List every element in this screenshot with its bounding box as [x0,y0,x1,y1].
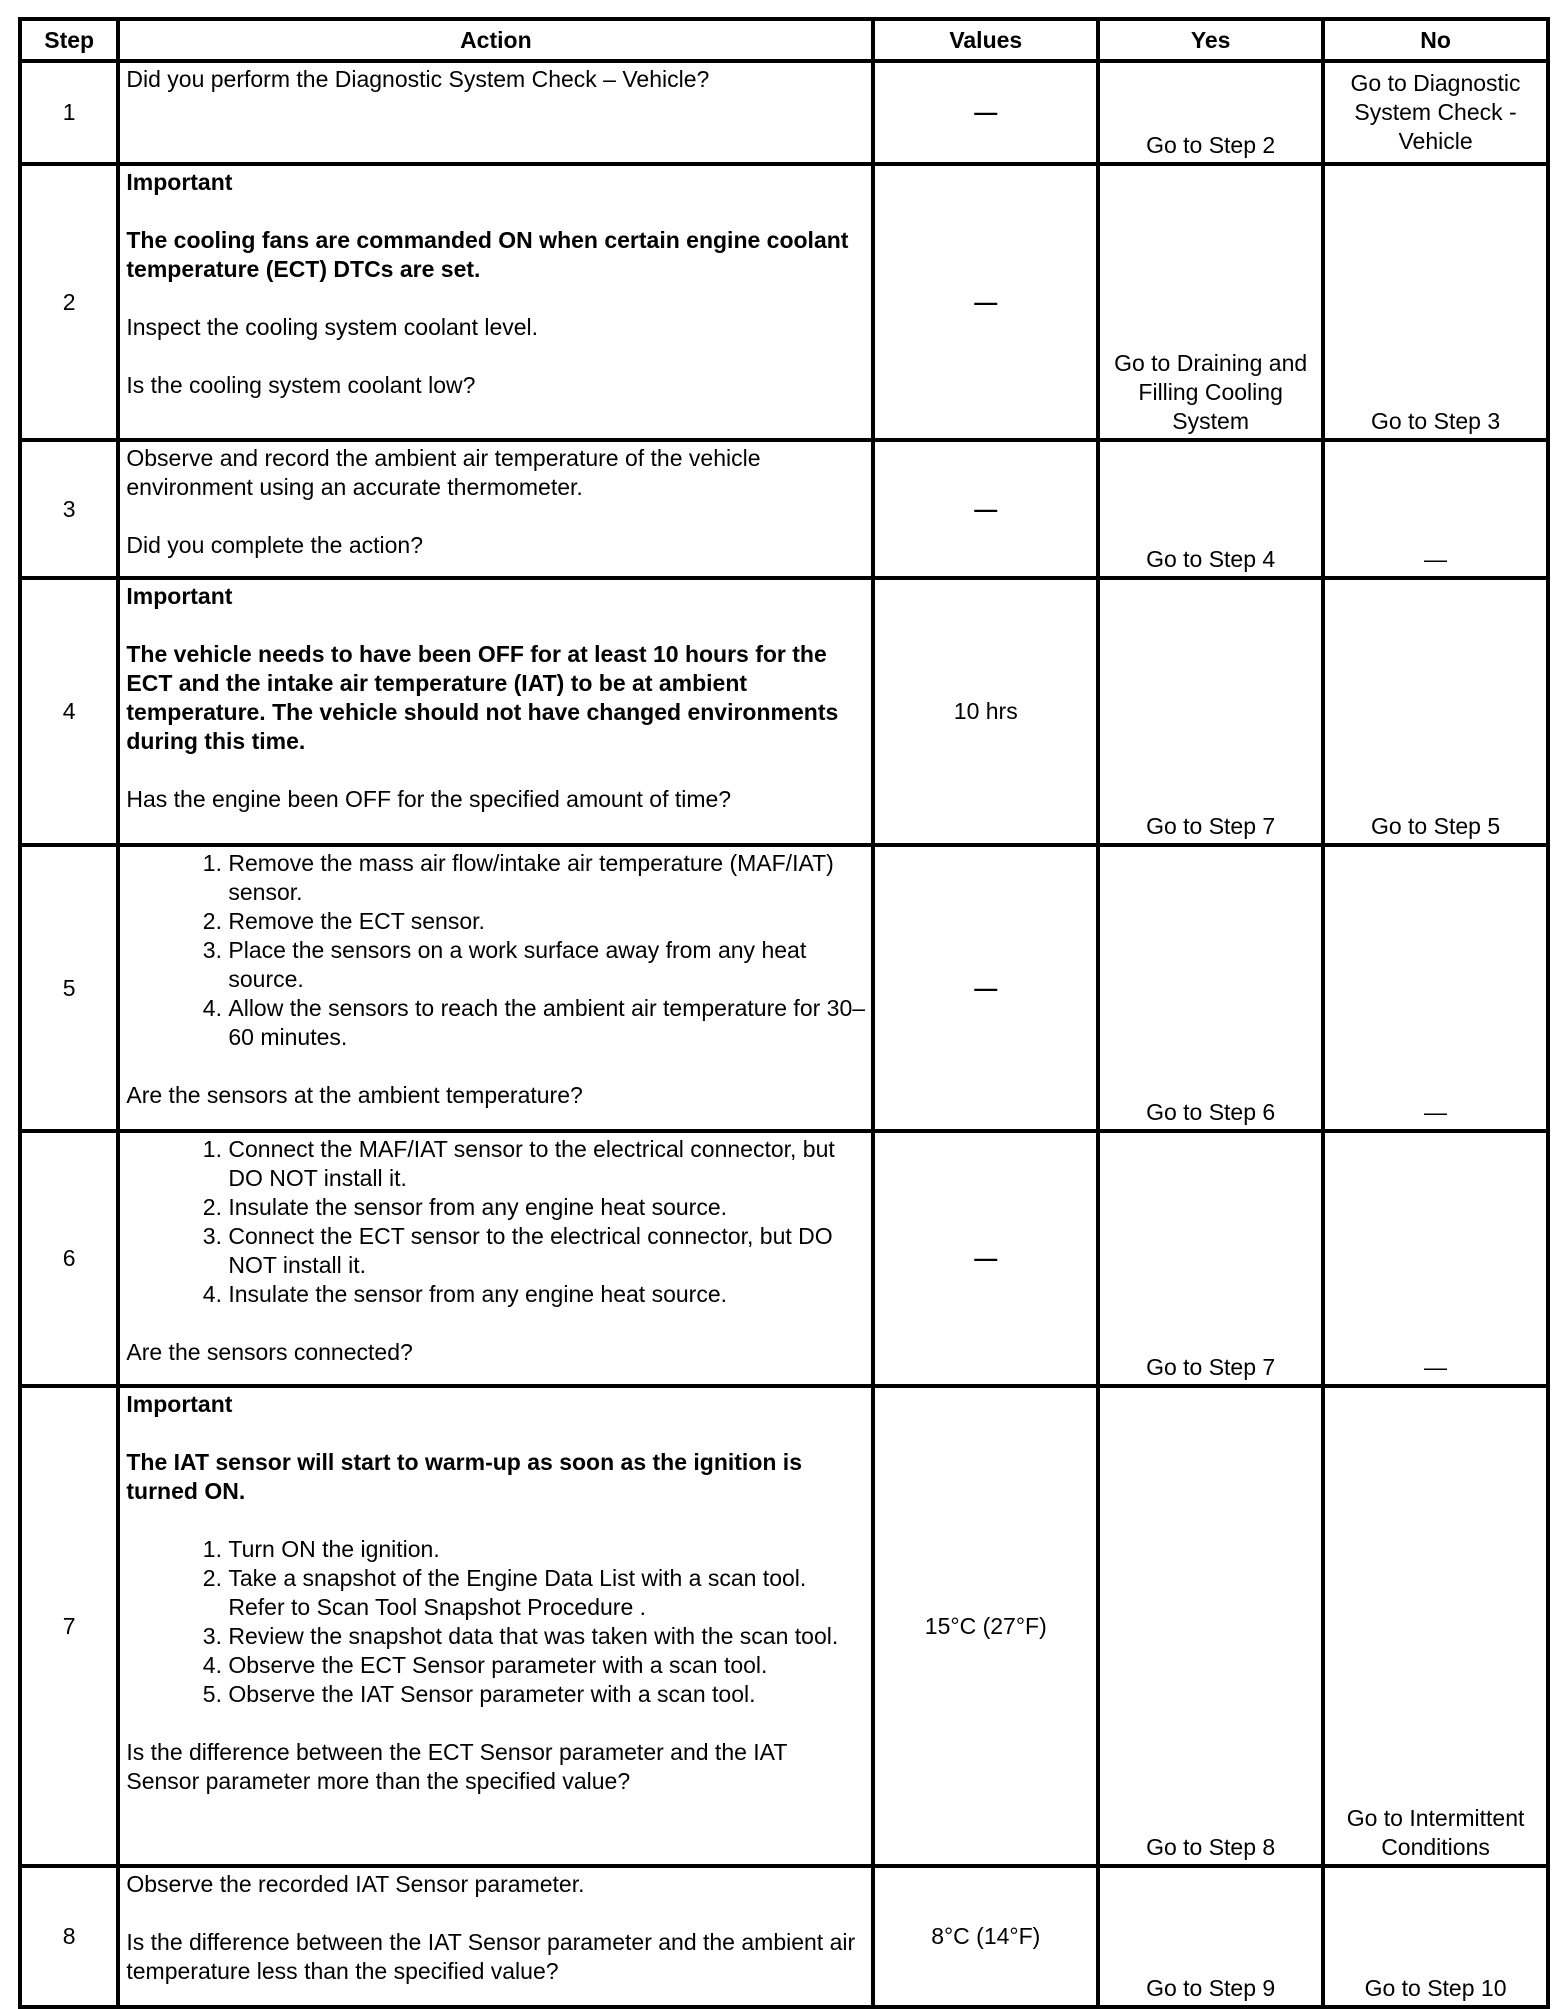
table-row [20,578,1548,845]
step-number: 7 [62,1612,76,1639]
action-step-item: 1. Turn ON the ignition. [228,1535,865,1564]
action-question: Are the sensors at the ambient temperature? [126,1082,583,1108]
table-body [20,61,1548,2007]
no-result: — [1424,1354,1448,1380]
step-number-cell [20,1866,118,2007]
important-note: The vehicle needs to have been OFF for at least 10 hours for the ECT and the intake air temperature (IAT) to be at ambient temperature. The vehicle should not have changed environments during this time. [126,641,839,754]
action-step-item: 2. Insulate the sensor from any engine heat source. [228,1193,865,1222]
action-question: Has the engine been OFF for the specified amount of time? [126,786,732,812]
no-cell [1323,1866,1548,2007]
values-cell [873,1386,1098,1866]
no-result: Go to Diagnostic System Check - Vehicle [1350,70,1521,154]
no-result: — [1424,546,1448,572]
no-result: Go to Intermittent Conditions [1346,1805,1525,1860]
step-number: 5 [62,974,76,1001]
yes-result: Go to Step 6 [1146,1099,1276,1125]
header-row [20,19,1548,61]
action-cell [118,1386,873,1866]
action-step-item: 1. Remove the mass air flow/intake air temperature (MAF/IAT) sensor. [228,849,865,907]
action-text: Observe and record the ambient air temperature of the vehicle environment using an accurate thermometer. [126,445,761,500]
no-cell [1323,61,1548,164]
step-number-cell [20,1131,118,1386]
step-number: 1 [62,99,76,125]
step-number: 2 [62,288,76,315]
value-text: 10 hrs [953,698,1018,724]
yes-result: Go to Step 9 [1146,1975,1276,2001]
header-no: No [1323,19,1548,61]
diagnostic-table [18,17,1550,2009]
header-values: Values [873,19,1098,61]
no-cell [1323,440,1548,578]
yes-cell [1098,61,1323,164]
important-label: Important [126,1391,233,1417]
yes-result: Go to Step 2 [1146,132,1276,158]
yes-cell [1098,164,1323,440]
action-question: Is the difference between the ECT Sensor parameter and the IAT Sensor parameter more than the specified value? [126,1739,787,1794]
action-cell [118,578,873,845]
header-action: Action [118,19,873,61]
value-text: — [974,495,998,522]
action-question: Is the difference between the IAT Sensor parameter and the ambient air temperature less than the specified value? [126,1929,856,1984]
yes-cell [1098,845,1323,1131]
table-row [20,164,1548,440]
values-cell [873,1866,1098,2007]
action-step-item: 4. Allow the sensors to reach the ambient air temperature for 30–60 minutes. [228,994,865,1052]
table-row [20,1386,1548,1866]
action-steps-list [126,1535,865,1709]
header-yes: Yes [1098,19,1323,61]
values-cell [873,1131,1098,1386]
action-step-item: 2. Take a snapshot of the Engine Data List with a scan tool. Refer to Scan Tool Snapshot Procedure . [228,1564,865,1622]
action-steps-list [126,1135,865,1309]
important-note: The IAT sensor will start to warm-up as soon as the ignition is turned ON. [126,1449,802,1504]
action-cell [118,1131,873,1386]
values-cell [873,164,1098,440]
action-step-item: 2. Remove the ECT sensor. [228,907,865,936]
no-cell [1323,845,1548,1131]
action-step-item: 3. Connect the ECT sensor to the electrical connector, but DO NOT install it. [228,1222,865,1280]
action-cell [118,164,873,440]
no-result: — [1424,1099,1448,1125]
step-number-cell [20,845,118,1131]
action-text: Did you perform the Diagnostic System Check – Vehicle? [126,66,710,92]
action-step-item: 4. Observe the ECT Sensor parameter with a scan tool. [228,1651,865,1680]
values-cell [873,845,1098,1131]
action-step-item: 3. Review the snapshot data that was taken with the scan tool. [228,1622,865,1651]
important-note: The cooling fans are commanded ON when certain engine coolant temperature (ECT) DTCs are set. [126,227,849,282]
action-steps-list [126,849,865,1052]
action-text: Inspect the cooling system coolant level. [126,314,539,340]
step-number-cell [20,164,118,440]
action-step-item: 3. Place the sensors on a work surface away from any heat source. [228,936,865,994]
action-question: Is the cooling system coolant low? [126,372,476,398]
action-cell [118,61,873,164]
values-cell [873,578,1098,845]
step-number-cell [20,61,118,164]
no-cell [1323,164,1548,440]
value-text: 8°C (14°F) [931,1923,1041,1949]
table-row [20,1131,1548,1386]
important-label: Important [126,169,233,195]
action-text: Observe the recorded IAT Sensor parameter. [126,1871,585,1897]
action-step-item: 1. Connect the MAF/IAT sensor to the electrical connector, but DO NOT install it. [228,1135,865,1193]
action-question: Did you complete the action? [126,532,423,558]
no-result: Go to Step 3 [1370,408,1501,434]
step-number-cell [20,440,118,578]
yes-cell [1098,440,1323,578]
step-number: 4 [62,698,76,724]
yes-cell [1098,1386,1323,1866]
table-row [20,1866,1548,2007]
value-text: — [974,99,998,125]
action-step-item: 5. Observe the IAT Sensor parameter with a scan tool. [228,1680,865,1709]
action-question: Are the sensors connected? [126,1339,413,1365]
value-text: — [974,974,998,1001]
action-cell [118,440,873,578]
values-cell [873,61,1098,164]
yes-result: Go to Step 4 [1146,546,1276,572]
no-cell [1323,1131,1548,1386]
step-number: 8 [62,1923,76,1949]
no-cell [1323,1386,1548,1866]
step-number-cell [20,578,118,845]
important-label: Important [126,583,233,609]
value-text: — [974,288,998,315]
step-number: 3 [62,495,76,522]
no-cell [1323,578,1548,845]
value-text: 15°C (27°F) [924,1612,1047,1639]
no-result: Go to Step 10 [1364,1975,1507,2001]
yes-cell [1098,1131,1323,1386]
action-step-item: 4. Insulate the sensor from any engine heat source. [228,1280,865,1309]
header-step: Step [20,19,118,61]
yes-result: Go to Step 8 [1146,1834,1276,1860]
step-number: 6 [62,1245,76,1271]
no-result: Go to Step 5 [1370,813,1501,839]
yes-result: Go to Step 7 [1146,813,1276,839]
yes-cell [1098,1866,1323,2007]
yes-result: Go to Draining and Filling Cooling System [1114,350,1308,434]
yes-result: Go to Step 7 [1146,1354,1276,1380]
step-number-cell [20,1386,118,1866]
values-cell [873,440,1098,578]
yes-cell [1098,578,1323,845]
value-text: — [974,1245,998,1271]
table-row [20,61,1548,164]
action-cell [118,845,873,1131]
table-row [20,440,1548,578]
table-row [20,845,1548,1131]
action-cell [118,1866,873,2007]
